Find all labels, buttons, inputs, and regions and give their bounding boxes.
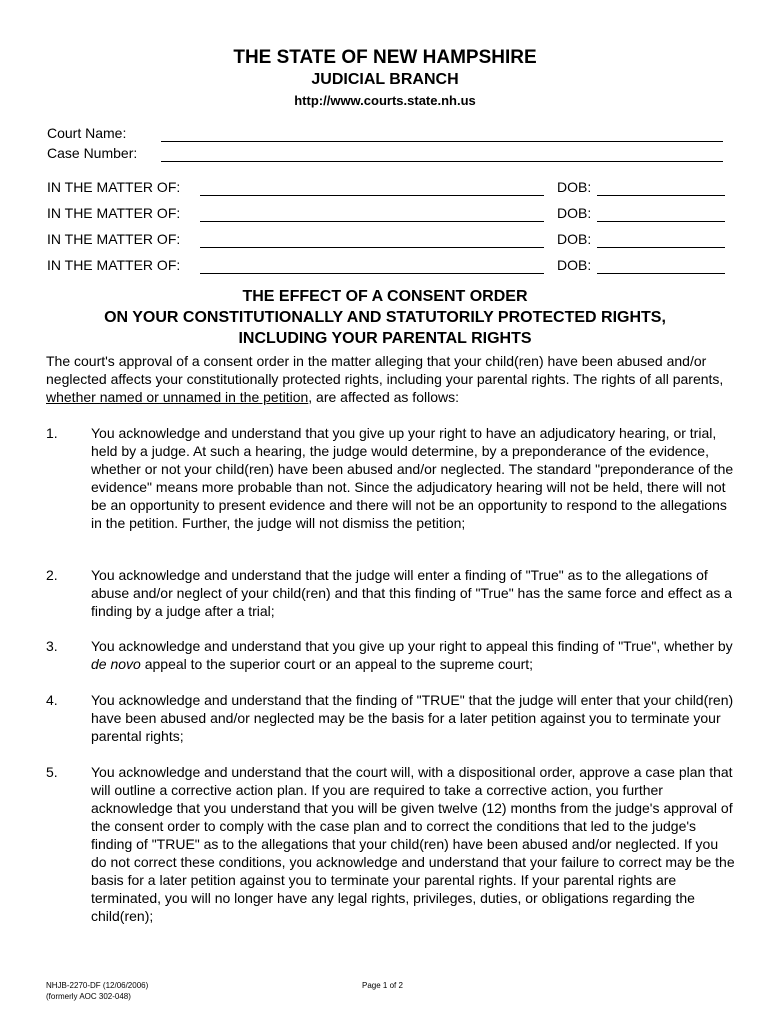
item-number: 2. <box>46 567 58 583</box>
item-number: 5. <box>46 764 58 780</box>
intro-text: The court's approval of a consent order in the matter alleging that your child(ren) have been abused and/or neglected affects your constitutionally protected rights, including your parental rights. The rights of all parents, <box>46 353 724 387</box>
item-text-part: appeal to the superior court or an appeal to the supreme court; <box>140 656 534 672</box>
item-number: 1. <box>46 425 58 441</box>
title-line-2: ON YOUR CONSTITUTIONALLY AND STATUTORILY PROTECTED RIGHTS, <box>104 309 666 326</box>
court-name-row <box>47 125 725 143</box>
intro-paragraph <box>46 352 736 406</box>
matter-label: IN THE MATTER OF: <box>47 231 181 247</box>
matter-name-field[interactable] <box>200 221 544 222</box>
matter-name-field[interactable] <box>200 247 544 248</box>
branch-heading: JUDICIAL BRANCH <box>311 71 459 88</box>
item-number: 4. <box>46 692 58 708</box>
item-text: You acknowledge and understand that the judge will enter a finding of "True" as to the allegations of abuse and/or neglect of your child(ren) and that this finding of "True" has the same force and effect as a finding by a judge after a trial; <box>91 567 733 619</box>
dob-label: DOB: <box>557 205 592 221</box>
title-line-3: INCLUDING YOUR PARENTAL RIGHTS <box>238 330 532 347</box>
item-number: 3. <box>46 638 58 654</box>
form-id: NHJB-2270-DF (12/06/2006) <box>46 981 149 990</box>
page-number: Page 1 of 2 <box>362 981 403 990</box>
case-number-row <box>47 145 725 163</box>
matter-row <box>47 257 727 275</box>
dob-field[interactable] <box>597 221 725 222</box>
dob-field[interactable] <box>597 273 725 274</box>
dob-label: DOB: <box>557 257 592 273</box>
state-heading: THE STATE OF NEW HAMPSHIRE <box>233 47 537 68</box>
court-name-label: Court Name: <box>47 125 127 141</box>
item-text-part: You acknowledge and understand that you give up your right to appeal this finding of "True", whether by <box>91 638 733 654</box>
matter-name-field[interactable] <box>200 273 544 274</box>
case-number-label: Case Number: <box>47 145 138 161</box>
item-text <box>91 637 736 673</box>
item-text: You acknowledge and understand that the court will, with a dispositional order, approve a case plan that will outline a corrective action plan. If you are required to take a corrective action, you further acknowledge that you understand that you will be given twelve (12) months from the judge's approval of the consent order to comply with the case plan and to correct the conditions that led to the judge's finding of "TRUE" as to the allegations that your child(ren) have been abused and/or neglected. If you do not correct these conditions, you acknowledge and understand that your failure to correct may be the basis for a later petition against you to terminate your parental rights. If your parental rights are terminated, you will no longer have any legal rights, privileges, duties, or obligations regarding the child(ren); <box>91 764 735 924</box>
matter-label: IN THE MATTER OF: <box>47 257 181 273</box>
dob-field[interactable] <box>597 247 725 248</box>
intro-underlined: whether named or unnamed in the petition <box>46 389 309 405</box>
matter-label: IN THE MATTER OF: <box>47 205 181 221</box>
dob-label: DOB: <box>557 231 592 247</box>
case-number-field[interactable] <box>161 161 723 162</box>
title-line-1: THE EFFECT OF A CONSENT ORDER <box>242 288 528 305</box>
intro-text-end: , are affected as follows: <box>308 389 459 405</box>
dob-label: DOB: <box>557 179 592 195</box>
court-name-field[interactable] <box>161 141 723 142</box>
matter-row <box>47 231 727 249</box>
matter-row <box>47 205 727 223</box>
dob-field[interactable] <box>597 195 725 196</box>
court-url: http://www.courts.state.nh.us <box>294 93 476 108</box>
matter-name-field[interactable] <box>200 195 544 196</box>
form-former-id: (formerly AOC 302-048) <box>46 992 131 1001</box>
item-text: You acknowledge and understand that the finding of "TRUE" that the judge will enter that your child(ren) have been abused and/or neglected may be the basis for a later petition against you to terminate your parental rights; <box>91 692 734 744</box>
matter-label: IN THE MATTER OF: <box>47 179 181 195</box>
item-text: You acknowledge and understand that you give up your right to have an adjudicatory hearing, or trial, held by a judge. At such a hearing, the judge would determine, by a preponderance of the evidence, whether or not your child(ren) have been abused and/or neglected. The standard "preponderance of the evidence" means more probable than not. Since the adjudicatory hearing will not be held, there will not be an opportunity to present evidence and there will not be an opportunity to respond to the allegations in the petition. Further, the judge will not dismiss the petition; <box>91 425 734 531</box>
item-text-italic: de novo <box>91 656 141 672</box>
matter-row <box>47 179 727 197</box>
